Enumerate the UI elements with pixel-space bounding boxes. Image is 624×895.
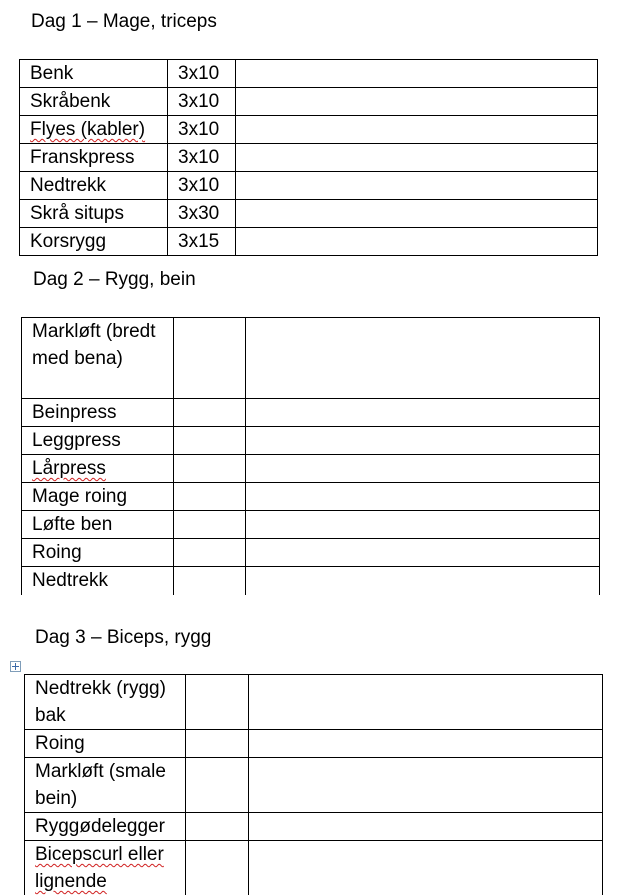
table-row bbox=[25, 675, 603, 730]
exercise-cell[interactable]: Mage roing bbox=[22, 483, 174, 511]
exercise-cell[interactable]: Franskpress bbox=[20, 144, 168, 172]
day2-heading: Dag 2 – Rygg, bein bbox=[33, 268, 196, 292]
sets-cell[interactable]: 3x10 bbox=[168, 172, 236, 200]
table-row bbox=[25, 841, 603, 895]
sets-cell[interactable] bbox=[174, 427, 246, 455]
table-row bbox=[22, 511, 600, 539]
day1-table bbox=[19, 59, 598, 256]
table-row bbox=[20, 200, 598, 228]
exercise-cell[interactable] bbox=[20, 116, 168, 144]
day1-heading: Dag 1 – Mage, triceps bbox=[31, 10, 217, 34]
table-row bbox=[22, 427, 600, 455]
table-row bbox=[25, 758, 603, 813]
note-cell[interactable] bbox=[246, 483, 600, 511]
move-handle-icon[interactable] bbox=[10, 661, 21, 672]
exercise-text: Lårpress bbox=[32, 458, 106, 479]
sets-cell[interactable] bbox=[174, 399, 246, 427]
table-row bbox=[20, 60, 598, 88]
exercise-cell[interactable]: Markløft (smale bein) bbox=[25, 758, 186, 813]
sets-cell[interactable] bbox=[174, 511, 246, 539]
exercise-cell[interactable] bbox=[25, 841, 186, 895]
note-cell[interactable] bbox=[236, 88, 598, 116]
note-cell[interactable] bbox=[236, 228, 598, 256]
sets-cell[interactable] bbox=[174, 318, 246, 399]
table-row bbox=[22, 455, 600, 483]
exercise-cell[interactable]: Korsrygg bbox=[20, 228, 168, 256]
sets-cell[interactable]: 3x10 bbox=[168, 144, 236, 172]
note-cell[interactable] bbox=[249, 758, 603, 813]
table-row bbox=[25, 813, 603, 841]
sets-cell[interactable] bbox=[186, 813, 249, 841]
sets-cell[interactable] bbox=[186, 758, 249, 813]
sets-cell[interactable] bbox=[174, 483, 246, 511]
sets-cell[interactable]: 3x15 bbox=[168, 228, 236, 256]
note-cell[interactable] bbox=[236, 144, 598, 172]
exercise-text: Flyes (kabler) bbox=[30, 119, 145, 140]
note-cell[interactable] bbox=[246, 567, 600, 595]
day3-table bbox=[24, 674, 603, 895]
note-cell[interactable] bbox=[236, 200, 598, 228]
note-cell[interactable] bbox=[246, 539, 600, 567]
day2-table bbox=[21, 317, 600, 595]
sets-cell[interactable]: 3x10 bbox=[168, 88, 236, 116]
note-cell[interactable] bbox=[236, 60, 598, 88]
note-cell[interactable] bbox=[246, 399, 600, 427]
sets-cell[interactable] bbox=[174, 455, 246, 483]
note-cell[interactable] bbox=[246, 455, 600, 483]
note-cell[interactable] bbox=[236, 172, 598, 200]
sets-cell[interactable] bbox=[186, 675, 249, 730]
sets-cell[interactable] bbox=[186, 730, 249, 758]
exercise-cell[interactable] bbox=[22, 455, 174, 483]
note-cell[interactable] bbox=[246, 318, 600, 399]
table-row bbox=[22, 567, 600, 595]
exercise-cell[interactable]: Nedtrekk bbox=[22, 567, 174, 595]
exercise-cell[interactable]: Beinpress bbox=[22, 399, 174, 427]
note-cell[interactable] bbox=[246, 511, 600, 539]
note-cell[interactable] bbox=[249, 730, 603, 758]
exercise-cell[interactable]: Roing bbox=[25, 730, 186, 758]
sets-cell[interactable]: 3x30 bbox=[168, 200, 236, 228]
note-cell[interactable] bbox=[236, 116, 598, 144]
exercise-cell[interactable]: Roing bbox=[22, 539, 174, 567]
exercise-cell[interactable]: Nedtrekk (rygg) bak bbox=[25, 675, 186, 730]
note-cell[interactable] bbox=[249, 675, 603, 730]
sets-cell[interactable]: 3x10 bbox=[168, 116, 236, 144]
exercise-cell[interactable]: Skrå situps bbox=[20, 200, 168, 228]
note-cell[interactable] bbox=[246, 427, 600, 455]
table-row bbox=[20, 88, 598, 116]
day3-heading: Dag 3 – Biceps, rygg bbox=[35, 626, 211, 650]
exercise-text: Bicepscurl eller lignende bbox=[35, 844, 164, 892]
table-row bbox=[22, 539, 600, 567]
note-cell[interactable] bbox=[249, 813, 603, 841]
exercise-cell[interactable]: Nedtrekk bbox=[20, 172, 168, 200]
exercise-cell[interactable]: Skråbenk bbox=[20, 88, 168, 116]
sets-cell[interactable]: 3x10 bbox=[168, 60, 236, 88]
table-row bbox=[20, 172, 598, 200]
exercise-cell[interactable]: Løfte ben bbox=[22, 511, 174, 539]
sets-cell[interactable] bbox=[174, 539, 246, 567]
table-row bbox=[20, 144, 598, 172]
table-row bbox=[20, 116, 598, 144]
table-row bbox=[25, 730, 603, 758]
table-row bbox=[22, 318, 600, 399]
table-row bbox=[22, 483, 600, 511]
exercise-cell[interactable]: Leggpress bbox=[22, 427, 174, 455]
table-row bbox=[20, 228, 598, 256]
exercise-cell[interactable]: Benk bbox=[20, 60, 168, 88]
sets-cell[interactable] bbox=[186, 841, 249, 895]
note-cell[interactable] bbox=[249, 841, 603, 895]
sets-cell[interactable] bbox=[174, 567, 246, 595]
table-row bbox=[22, 399, 600, 427]
exercise-cell[interactable]: Markløft (bredt med bena) bbox=[22, 318, 174, 399]
exercise-cell[interactable]: Ryggødelegger bbox=[25, 813, 186, 841]
